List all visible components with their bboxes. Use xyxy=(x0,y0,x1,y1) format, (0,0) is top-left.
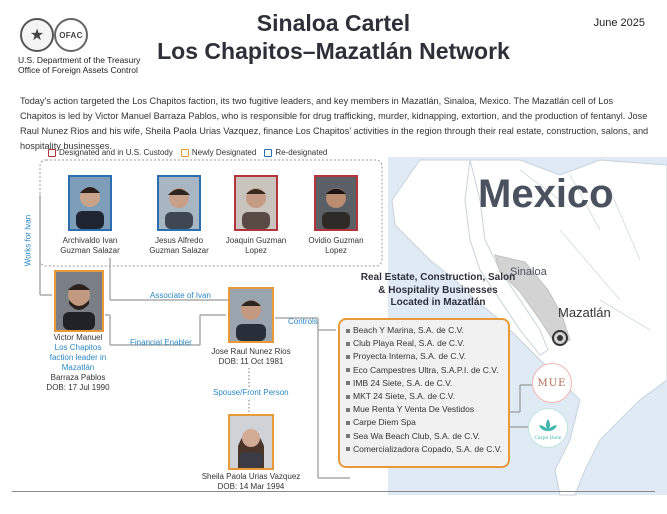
person-icon xyxy=(230,289,272,341)
list-item: Sea Wa Beach Club, S.A. de C.V. xyxy=(346,430,502,443)
publication-date: June 2025 xyxy=(593,17,645,29)
relation-financial-enabler: Financial Enabler xyxy=(130,338,192,347)
list-item: Comercializadora Copado, S.A. de C.V. xyxy=(346,443,502,456)
treasury-seal-icon: ★ xyxy=(20,18,54,52)
photo-jesus xyxy=(157,175,201,231)
lotus-icon xyxy=(533,413,563,443)
legend-custody: Designated and in U.S. Custody xyxy=(48,148,173,157)
bullet-icon xyxy=(346,329,350,333)
page-title-line2: Los Chapitos–Mazatlán Network xyxy=(157,38,510,64)
list-item: Beach Y Marina, S.A. de C.V. xyxy=(346,324,502,337)
person-icon xyxy=(159,177,199,229)
person-icon xyxy=(70,177,110,229)
businesses-title: Real Estate, Construction, Salon & Hospitality Businesses Located in Mazatlán xyxy=(360,272,516,308)
person-icon xyxy=(230,416,272,468)
photo-archivaldo xyxy=(68,175,112,231)
bullet-icon xyxy=(346,421,350,425)
relation-associate-of-ivan: Associate of Ivan xyxy=(150,291,211,300)
bullet-icon xyxy=(346,355,350,359)
photo-joaquin xyxy=(234,175,278,231)
person-icon xyxy=(316,177,356,229)
agency-line1: U.S. Department of the Treasury xyxy=(18,55,141,65)
list-item: Eco Campestres Ultra, S.A.P.I. de C.V. xyxy=(346,364,502,377)
name-archivaldo: Archivaldo Ivan Guzman Salazar xyxy=(60,236,120,255)
footer-divider xyxy=(12,491,655,492)
mue-logo: MUE xyxy=(532,363,572,403)
bullet-icon xyxy=(346,342,350,346)
name-joaquin: Joaquin Guzman Lopez xyxy=(225,236,287,255)
name-ovidio: Ovidio Guzman Lopez xyxy=(308,236,364,255)
relation-spouse: Spouse/Front Person xyxy=(213,388,289,397)
intro-paragraph: Today’s action targeted the Los Chapitos faction, its two fugitive leaders, and key members in Mazatlán, Sinaloa, Mexico. The Mazatlán cell of Los Chapitos is led by Victor Manuel Barraza Pablos, who is responsible for drug trafficking, murder, kidnapping, extortion, and the production of fentanyl. Jose Raul Nunez Rios and his wife, Sheila Paola Urias Vazquez, finance Los Chapitos’ activities in the region through their real estate, construction, salons, and hospitality businesses. xyxy=(20,96,649,151)
list-item: MKT 24 Siete, S.A. de C.V. xyxy=(346,390,502,403)
ofac-logo: OFAC xyxy=(54,18,88,52)
list-item: Proyecta Interna, S.A. de C.V. xyxy=(346,350,502,363)
person-icon xyxy=(236,177,276,229)
name-sheila: Sheila Paola Urias Vazquez DOB: 14 Mar 1994 xyxy=(201,472,301,491)
bullet-icon xyxy=(346,381,350,385)
page-title-line1: Sinaloa Cartel xyxy=(256,10,411,36)
legend-newly-designated: Newly Designated xyxy=(181,148,256,157)
businesses-list xyxy=(338,318,510,468)
bullet-icon xyxy=(346,368,350,372)
name-jose: Jose Raul Nunez Rios DOB: 11 Oct 1981 xyxy=(211,347,291,366)
carpe-diem-logo xyxy=(528,408,568,448)
map-label-sinaloa: Sinaloa xyxy=(510,266,547,278)
list-item: Club Playa Real, S.A. de C.V. xyxy=(346,337,502,350)
bullet-icon xyxy=(346,395,350,399)
photo-sheila xyxy=(228,414,274,470)
legend-redesignated: Re-designated xyxy=(264,148,327,157)
map-label-mazatlan: Mazatlán xyxy=(558,305,611,320)
photo-jose xyxy=(228,287,274,343)
svg-text:Carpe Diem: Carpe Diem xyxy=(534,436,562,441)
name-victor: Victor Manuel Los Chapitos faction leader in Mazatlán Barraza Pablos DOB: 17 Jul 1990 xyxy=(46,333,110,392)
bullet-icon xyxy=(346,434,350,438)
list-item: IMB 24 Siete, S.A. de C.V. xyxy=(346,377,502,390)
list-item: Carpe Diem Spa xyxy=(346,416,502,429)
name-jesus: Jesus Alfredo Guzman Salazar xyxy=(149,236,209,255)
agency-line2: Office of Foreign Assets Control xyxy=(18,65,138,75)
person-icon xyxy=(56,272,102,330)
map-label-mexico: Mexico xyxy=(478,172,614,216)
relation-controls: Controls xyxy=(288,317,318,326)
bullet-icon xyxy=(346,447,350,451)
photo-victor xyxy=(54,270,104,332)
photo-ovidio xyxy=(314,175,358,231)
bullet-icon xyxy=(346,408,350,412)
list-item: Mue Renta Y Venta De Vestidos xyxy=(346,403,502,416)
relation-works-for-ivan: Works for Ivan xyxy=(23,214,33,267)
